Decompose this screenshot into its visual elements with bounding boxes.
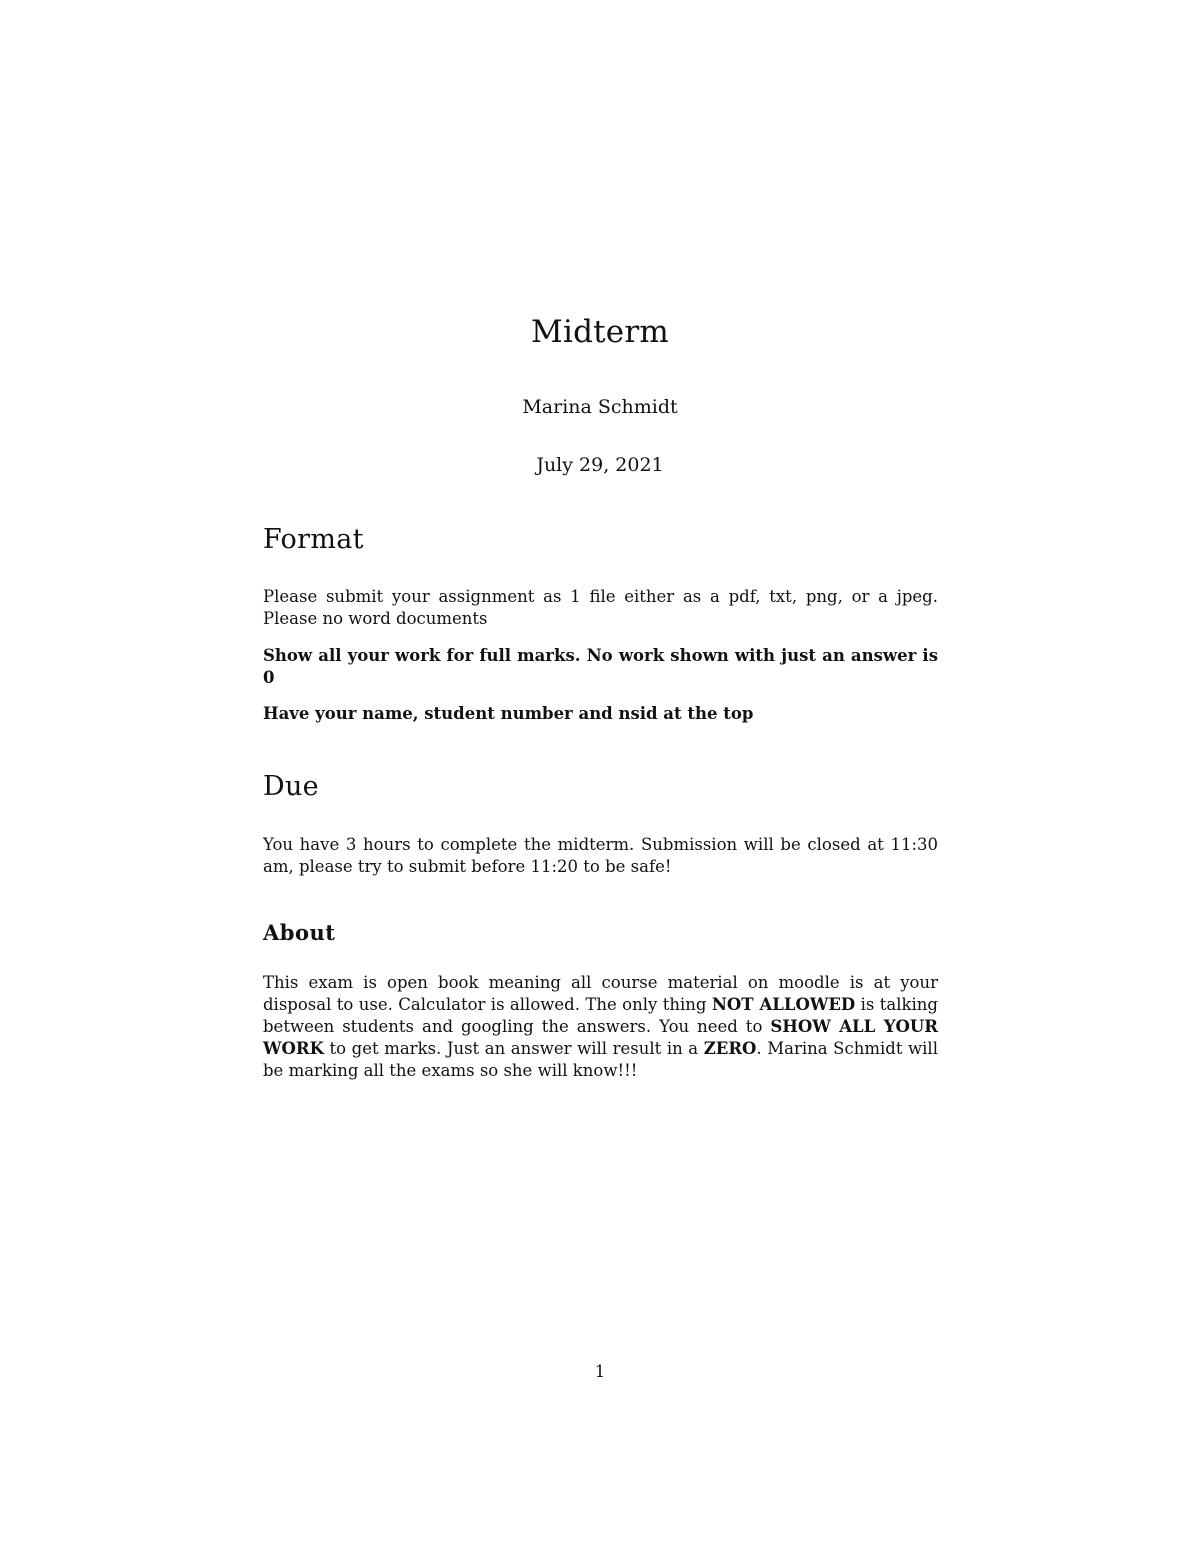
section-heading-about: About xyxy=(263,920,336,945)
about-bold-show-work: SHOW ALL YOUR WORK xyxy=(263,1017,938,1058)
about-text-1: This exam is open book meaning all course material on moodle is at your disposal to use. Calculator is allowed. The only thing xyxy=(263,973,938,1014)
format-paragraph-show-work: Show all your work for full marks. No work shown with just an answer is 0 xyxy=(263,646,938,687)
document-date: July 29, 2021 xyxy=(536,454,664,476)
about-text-3: to get marks. Just an answer will result in a xyxy=(323,1039,704,1058)
format-paragraph-submit: Please submit your assignment as 1 file either as a pdf, txt, png, or a jpeg. Please no word documents xyxy=(263,587,938,628)
document-author: Marina Schmidt xyxy=(522,396,678,418)
about-paragraph xyxy=(263,972,938,1082)
about-text-2: is talking between students and googling the answers. You need to xyxy=(263,995,938,1036)
due-paragraph: You have 3 hours to complete the midterm. Submission will be closed at 11:30 am, please try to submit before 11:20 to be safe! xyxy=(263,835,938,876)
section-heading-due: Due xyxy=(263,771,319,802)
section-heading-format: Format xyxy=(263,524,364,555)
about-bold-not-allowed: NOT ALLOWED xyxy=(711,995,856,1014)
document-title: Midterm xyxy=(531,314,669,350)
about-text-4: . Marina Schmidt will be marking all the exams so she will know!!! xyxy=(263,1039,938,1080)
format-paragraph-name: Have your name, student number and nsid at the top xyxy=(263,704,754,723)
about-bold-zero: ZERO xyxy=(703,1039,757,1058)
page-number: 1 xyxy=(594,1362,606,1381)
